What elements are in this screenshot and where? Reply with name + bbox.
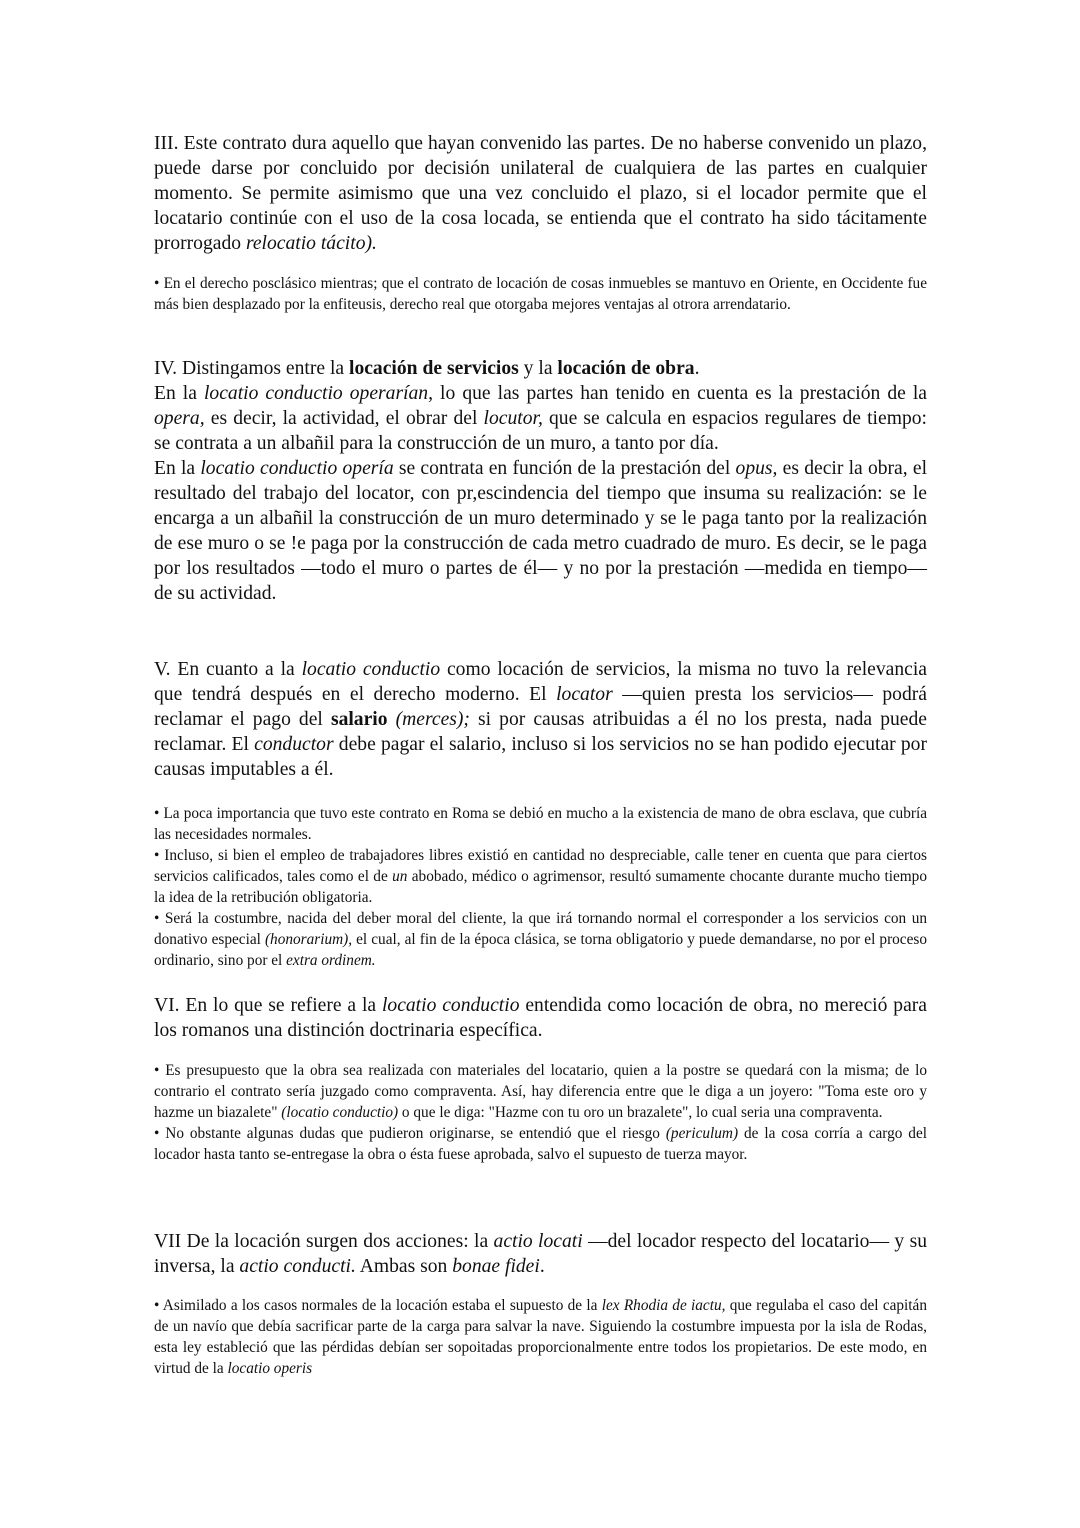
text-run: • Será la costumbre, nacida del deber moral del cliente, la que irá tornando normal el corresponder a los servicios con un donativo especial [154,910,927,948]
italic-text: extra ordinem. [286,952,376,969]
italic-text: actio locati [493,1231,583,1252]
text-run: VI. En lo que se refiere a la [154,995,382,1016]
notes-v [154,803,927,971]
italic-text: (locatio conductio) [281,1104,399,1121]
text-run: IV. Distingamos entre la [154,358,349,379]
section-v [154,657,927,782]
bold-text: locación de servicios [349,358,519,379]
text-run: III. Este contrato dura aquello que hayan convenido las partes. De no haberse convenido un plazo, puede darse por concluido por decisión unilateral de cualquiera de las partes en cualquier momento. Se permite asimismo que una vez concluido el plazo, si el locador permite que el locatario continúe con el uso de la cosa locada, se entienda que el contrato ha sido tácitamente prorrogado [154,133,927,254]
italic-text: un [392,868,408,885]
bullet-note [154,1060,927,1123]
text-run: si por causas atribuidas a él no los presta, nada puede reclamar. El [154,709,927,755]
text-run: el cual, al fin de la época clásica, se torna obligatorio y puede demandarse, no por el proceso ordinario, sino por el [154,931,927,969]
text-run: • No obstante algunas dudas que pudieron originarse, se entendió que el riesgo [154,1125,666,1142]
text-run: V. En cuanto a la [154,659,302,680]
section-iii [154,131,927,256]
text-run: que regulaba el caso del capitán de un navío que debía sacrificar parte de la carga para salvar la nave. Siguiendo la costumbre impuesta por la isla de Rodas, esta ley estableció que las pérdidas debían ser sopoitadas proporcionalmente entre todos los propietarios. De este modo, en virtud de la [154,1297,927,1377]
text-run: es decir la obra, el resultado del trabajo del locator, con pr,escindencia del tiempo que insuma su realización: se le encarga a un albañil la construcción de un muro determinado y se le paga tanto por la realización de ese muro o se !e paga por la construcción de cada metro cuadrado de muro. Es decir, se le paga por los resultados —todo el muro o partes de él— y no por la prestación —medida en tiempo— de su actividad. [154,458,928,604]
text-run: abobado, médico o agrimensor, resultó sumamente chocante durante mucho tiempo la idea de la retribución obligatoria. [154,868,927,906]
text-run: Ambas son [355,1256,453,1277]
section-iv [154,356,927,606]
text-run: . [694,358,700,379]
bullet-note [154,273,927,315]
italic-text: locator [556,684,613,705]
bold-text: salario [330,709,388,730]
text-run: —quien presta los servicios— podrá reclamar el pago del [154,684,927,730]
bullet-note [154,803,927,845]
text-run: lo que las partes han tenido en cuenta es la prestación de la [433,383,928,404]
italic-text: (periculum) [665,1125,739,1142]
italic-text: locatio operis [227,1360,313,1377]
text-run: y la [518,358,558,379]
italic-text: locatio conductio operarían, [203,383,434,404]
text-run: que se calcula en espacios regulares de tiempo: se contrata a un albañil para la construcción de un muro, a tanto por día. [154,408,927,454]
bullet-note [154,845,927,908]
italic-text: opus, [735,458,778,479]
text-run: En la [154,458,201,479]
italic-text: locutor, [483,408,543,429]
text-run: —del locador respecto del locatario— y su inversa, la [154,1231,927,1277]
paragraph [154,381,927,456]
text-run: de la cosa corría a cargo del locador hasta tanto se-entregase la obra o ésta fuese aprobada, salvo el supuesto de tuerza mayor. [154,1125,927,1163]
text-run: VII De la locación surgen dos acciones: la [154,1231,494,1252]
text-run: se contrata en función de la prestación del [393,458,736,479]
bold-text: locación de obra [557,358,695,379]
bullet-note [154,1123,927,1165]
text-run: o que le diga: "Hazme con tu oro un brazalete", lo cual seria una compraventa. [398,1104,883,1121]
italic-text: bonae fidei [452,1256,540,1277]
text-run: • Es presupuesto que la obra sea realizada con materiales del locatario, quien a la postre se quedará con la misma; de lo contrario el contrato sería juzgado como compraventa. Así, hay diferencia entre que le diga a un joyero: "Toma este oro y hazme un biazalete" [154,1062,927,1121]
text-run: • La poca importancia que tuvo este contrato en Roma se debió en mucho a la existencia de mano de obra esclava, que cubría las necesidades normales. [154,805,927,843]
text-run [388,709,396,730]
text-run: • Asimilado a los casos normales de la locación estaba el supuesto de la [154,1297,602,1314]
paragraph [154,356,927,381]
text-run: es decir, la actividad, el obrar del [204,408,484,429]
italic-text: locatio conductio [381,995,520,1016]
italic-text: relocatio tácito). [245,233,377,254]
paragraph [154,993,927,1043]
paragraph [154,131,927,256]
italic-text: locatio conductio opería [200,458,394,479]
paragraph [154,1229,927,1279]
text-run: debe pagar el salario, incluso si los servicios no se han podido ejecutar por causas imputables a él. [154,734,927,780]
paragraph [154,456,927,606]
note-vii [154,1295,927,1379]
text-run: En la [154,383,204,404]
italic-text: (merces); [395,709,470,730]
section-vii [154,1229,927,1279]
italic-text: actio conducti. [239,1256,356,1277]
bullet-note [154,908,927,971]
italic-text: lex Rhodia de iactu, [601,1297,726,1314]
italic-text: locatio conductio [301,659,441,680]
paragraph [154,657,927,782]
text-run: entendida como locación de obra, no mereció para los romanos una distinción doctrinaria específica. [154,995,927,1041]
italic-text: (honorarium), [264,931,353,948]
text-run: como locación de servicios, la misma no tuvo la relevancia que tendrá después en el derecho moderno. El [154,659,927,705]
text-run: • En el derecho posclásico mientras; que el contrato de locación de cosas inmuebles se mantuvo en Oriente, en Occidente fue más bien desplazado por la enfiteusis, derecho real que otorgaba mejores ventajas al otrora arrendatario. [154,275,927,313]
section-vi [154,993,927,1043]
bullet-note [154,1295,927,1379]
italic-text: opera, [154,408,205,429]
italic-text: conductor [254,734,334,755]
text-run: . [539,1256,545,1277]
notes-vi [154,1060,927,1165]
text-run: • Incluso, si bien el empleo de trabajadores libres existió en cantidad no despreciable, calle tener en cuenta que para ciertos servicios calificados, tales como el de [154,847,927,885]
note-iii [154,273,927,315]
